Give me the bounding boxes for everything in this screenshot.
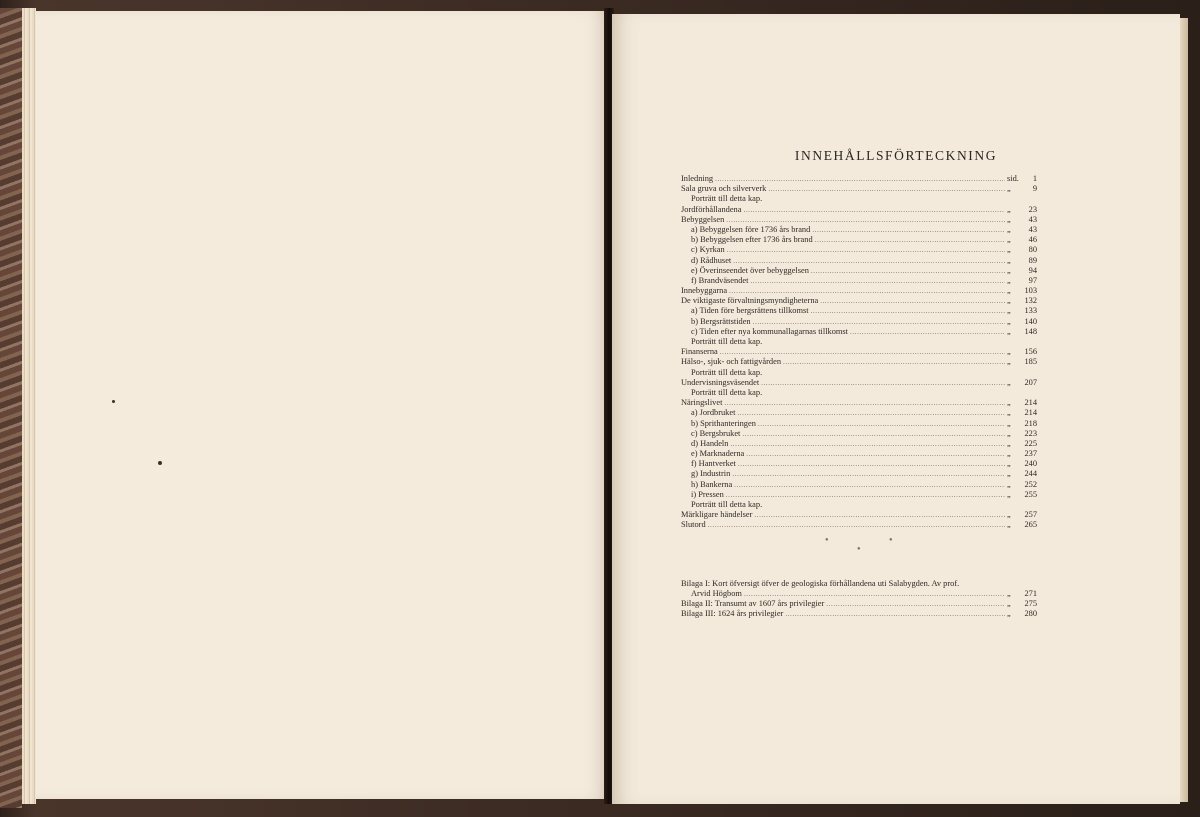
dot-leader — [726, 215, 1005, 225]
toc-entry-page: 255 — [1024, 489, 1037, 499]
dot-leader — [708, 520, 1005, 530]
toc-entry — [681, 520, 1037, 530]
toc-entry-prefix: „ — [1007, 489, 1011, 499]
toc-entry-page: 156 — [1024, 347, 1037, 357]
toc-entry-label: a) Jordbruket — [691, 408, 736, 418]
dot-leader — [785, 609, 1005, 619]
toc-entry-label: Porträtt till detta kap. — [691, 194, 763, 204]
toc-entry-label: Porträtt till detta kap. — [691, 387, 763, 397]
dot-leader — [733, 256, 1005, 266]
toc-entry-prefix: „ — [1007, 316, 1011, 326]
toc-entry-label: Märkligare händelser — [681, 510, 753, 520]
toc-entry-label: i) Pressen — [691, 489, 724, 499]
toc-entry-label: Bilaga II: Transumt av 1607 års privilegier — [681, 598, 825, 608]
dot-leader — [724, 398, 1005, 408]
toc-entry-page: 207 — [1024, 377, 1037, 387]
toc-entry — [681, 368, 1037, 378]
toc-entry-label: Porträtt till detta kap. — [691, 500, 763, 509]
toc-entry-prefix: „ — [1007, 286, 1011, 296]
toc-entry — [681, 510, 1037, 520]
toc-entry-label: c) Kyrkan — [691, 245, 725, 255]
toc-entry-page: 94 — [1028, 265, 1037, 275]
toc-entry — [681, 408, 1037, 418]
toc-entry-prefix: „ — [1007, 449, 1011, 459]
toc-entry-label: Innebyggarna — [681, 286, 728, 296]
toc-entry-label: a) Bebyggelsen före 1736 års brand — [691, 224, 811, 234]
toc-entry — [681, 256, 1037, 266]
toc-entry-label: h) Bankerna — [691, 479, 733, 489]
toc-entry-label: Inledning — [681, 174, 714, 183]
right-page-edge — [1180, 18, 1188, 802]
page-stack-edges — [22, 8, 36, 804]
toc-entry — [681, 225, 1037, 235]
dot-leader — [737, 408, 1005, 418]
dot-leader — [734, 480, 1005, 490]
toc-entry — [681, 286, 1037, 296]
toc-entry-page: 257 — [1024, 510, 1037, 520]
toc-entry-label: Undervisningsväsendet — [681, 377, 760, 387]
toc-entry-prefix: „ — [1007, 275, 1011, 285]
toc-entry — [681, 609, 1037, 619]
section-divider-stars: ● ● ● — [825, 536, 893, 552]
toc-entry — [681, 429, 1037, 439]
dot-leader — [744, 589, 1005, 599]
toc-appendices — [681, 579, 1037, 620]
toc-entry-label: f) Hantverket — [691, 459, 736, 469]
toc-entry-prefix: „ — [1007, 479, 1011, 489]
toc-entry-label: e) Överinseendet över bebyggelsen — [691, 265, 809, 275]
toc-entry-page: 43 — [1028, 214, 1037, 224]
dot-leader — [826, 599, 1005, 609]
dot-leader — [732, 469, 1005, 479]
toc-entry — [681, 469, 1037, 479]
dot-leader — [820, 296, 1005, 306]
toc-entry — [681, 459, 1037, 469]
toc-entry — [681, 347, 1037, 357]
dot-leader — [729, 286, 1005, 296]
toc-entry-label: Porträtt till detta kap. — [691, 337, 763, 346]
toc-entry-prefix: „ — [1007, 204, 1011, 214]
toc-entry — [681, 599, 1037, 609]
toc-entry-page: 185 — [1024, 357, 1037, 367]
toc-entry-prefix: „ — [1007, 408, 1011, 418]
toc-entry-page: 43 — [1028, 224, 1037, 234]
dot-leader — [742, 429, 1005, 439]
dot-leader — [811, 306, 1005, 316]
toc-entry-prefix: „ — [1007, 510, 1011, 520]
toc-entry-label: e) Marknaderna — [691, 449, 745, 459]
toc-entry-page: 275 — [1024, 598, 1037, 608]
toc-entry — [681, 388, 1037, 398]
toc-entry — [681, 337, 1037, 347]
toc-entry-prefix: „ — [1007, 588, 1011, 598]
toc-entry-prefix: „ — [1007, 459, 1011, 469]
dot-leader — [811, 266, 1005, 276]
toc-entry-prefix: „ — [1007, 598, 1011, 608]
toc-entry-prefix: „ — [1007, 245, 1011, 255]
toc-entry-page: 46 — [1028, 235, 1037, 245]
toc-entry-page: 9 — [1032, 184, 1037, 194]
toc-entry-prefix: „ — [1007, 347, 1011, 357]
toc-entry — [681, 419, 1037, 429]
toc-entry-label: De viktigaste förvaltningsmyndigheterna — [681, 296, 819, 306]
toc-entry-page: 133 — [1024, 306, 1037, 316]
toc-entry-label: d) Handeln — [691, 438, 729, 448]
toc-entry-page: 240 — [1024, 459, 1037, 469]
toc-entry-prefix: „ — [1007, 418, 1011, 428]
toc-entry-label: Finanserna — [681, 347, 718, 357]
toc-entry-page: 225 — [1024, 438, 1037, 448]
left-page-blank — [36, 11, 608, 799]
toc-entry-page: 214 — [1024, 408, 1037, 418]
dot-leader — [850, 327, 1005, 337]
toc-entry-label: Näringslivet — [681, 398, 723, 408]
toc-entry-label: Bebyggelsen — [681, 214, 725, 224]
toc-entry-page: 280 — [1024, 609, 1037, 619]
dot-leader — [715, 174, 1005, 184]
toc-entry-page: 214 — [1024, 398, 1037, 408]
toc-entry-label: c) Tiden efter nya kommunallagarnas tillkomst — [691, 326, 849, 336]
toc-entry — [681, 398, 1037, 408]
dot-leader — [730, 439, 1005, 449]
toc-entry — [681, 235, 1037, 245]
toc-entry — [681, 174, 1037, 184]
toc-entry-page: 265 — [1024, 520, 1037, 530]
toc-entry — [681, 589, 1037, 599]
toc-entry-prefix: „ — [1007, 265, 1011, 275]
toc-entry — [681, 327, 1037, 337]
toc-entry-label: b) Sprithanteringen — [691, 418, 756, 428]
toc-entry — [681, 357, 1037, 367]
toc-entry-page: 1 — [1032, 174, 1037, 183]
toc-entry-page: 140 — [1024, 316, 1037, 326]
dot-leader — [726, 490, 1005, 500]
toc-entry — [681, 317, 1037, 327]
dot-leader — [743, 205, 1005, 215]
spacer — [681, 555, 1037, 579]
toc-entry — [681, 276, 1037, 286]
toc-entry-prefix: „ — [1007, 469, 1011, 479]
toc-entry — [681, 490, 1037, 500]
toc-entry-page: 252 — [1024, 479, 1037, 489]
dot-leader — [720, 347, 1005, 357]
paper-speck — [158, 461, 162, 465]
toc-entry-page: 23 — [1028, 204, 1037, 214]
toc-entry-prefix: „ — [1007, 214, 1011, 224]
toc-entry — [681, 266, 1037, 276]
dot-leader — [761, 378, 1005, 388]
toc-entry-prefix: „ — [1007, 306, 1011, 316]
toc-entry — [681, 378, 1037, 388]
toc-entry-prefix: sid. — [1007, 174, 1019, 183]
dot-leader — [753, 317, 1005, 327]
toc-entry-label: b) Bergsrättstiden — [691, 316, 751, 326]
toc-entry — [681, 306, 1037, 316]
toc-entry-label: f) Brandväsendet — [691, 275, 749, 285]
toc-entry — [681, 205, 1037, 215]
toc-entry-page: 237 — [1024, 449, 1037, 459]
table-of-contents — [681, 174, 1037, 619]
paper-speck — [112, 400, 115, 403]
dot-leader — [727, 245, 1005, 255]
toc-entry-label: Arvid Högbom — [691, 588, 742, 598]
dot-leader — [750, 276, 1005, 286]
toc-entry-page: 103 — [1024, 286, 1037, 296]
toc-entry — [681, 194, 1037, 204]
toc-entry-prefix: „ — [1007, 398, 1011, 408]
dot-leader — [768, 184, 1005, 194]
toc-entry-page: 80 — [1028, 245, 1037, 255]
toc-entry-label: a) Tiden före bergsrättens tillkomst — [691, 306, 809, 316]
toc-entry-page: 244 — [1024, 469, 1037, 479]
toc-entry — [681, 184, 1037, 194]
toc-entry — [681, 296, 1037, 306]
toc-entry-prefix: „ — [1007, 326, 1011, 336]
toc-entry — [681, 215, 1037, 225]
dot-leader — [746, 449, 1005, 459]
toc-entry — [681, 480, 1037, 490]
dot-leader — [783, 357, 1005, 367]
toc-entry-page: 132 — [1024, 296, 1037, 306]
dot-leader — [754, 510, 1005, 520]
toc-entry-label: d) Rådhuset — [691, 255, 732, 265]
toc-entry-page: 271 — [1024, 588, 1037, 598]
toc-entry-label: Bilaga III: 1624 års privilegier — [681, 609, 784, 619]
toc-entry — [681, 245, 1037, 255]
toc-entry — [681, 500, 1037, 510]
toc-entry-prefix: „ — [1007, 520, 1011, 530]
toc-title: INNEHÅLLSFÖRTECKNING — [794, 148, 998, 163]
toc-entry-page: 148 — [1024, 326, 1037, 336]
toc-entry-label: Sala gruva och silververk — [681, 184, 767, 194]
toc-entry-prefix: „ — [1007, 184, 1011, 194]
toc-entry-label: c) Bergsbruket — [691, 428, 741, 438]
dot-leader — [815, 235, 1005, 245]
toc-entry-prefix: „ — [1007, 428, 1011, 438]
toc-entry-label: Porträtt till detta kap. — [691, 367, 763, 377]
dot-leader — [758, 419, 1005, 429]
toc-entry-page: 223 — [1024, 428, 1037, 438]
toc-entry-page: 218 — [1024, 418, 1037, 428]
toc-entry-prefix: „ — [1007, 224, 1011, 234]
dot-leader — [812, 225, 1005, 235]
toc-entry-prefix: „ — [1007, 296, 1011, 306]
toc-entry-page: 97 — [1028, 275, 1037, 285]
toc-entry-label: Slutord — [681, 520, 706, 530]
toc-entry-prefix: „ — [1007, 235, 1011, 245]
toc-entry-prefix: „ — [1007, 357, 1011, 367]
toc-entry-label: Hälso-, sjuk- och fattigvården — [681, 357, 782, 367]
toc-entry-page: 89 — [1028, 255, 1037, 265]
toc-entry — [681, 449, 1037, 459]
toc-entry-prefix: „ — [1007, 438, 1011, 448]
toc-entry — [681, 439, 1037, 449]
toc-entry-label: Bilaga I: Kort öfversigt öfver de geologiska förhållandena uti Salabygden. Av prof. — [681, 578, 960, 588]
toc-entry-label: b) Bebyggelsen efter 1736 års brand — [691, 235, 813, 245]
toc-entry-prefix: „ — [1007, 255, 1011, 265]
dot-leader — [738, 459, 1005, 469]
toc-entry-prefix: „ — [1007, 377, 1011, 387]
toc-entries — [681, 174, 1037, 531]
marbled-cover-edge — [0, 8, 22, 808]
toc-entry — [681, 579, 1037, 589]
toc-entry-label: Jordförhållandena — [681, 204, 742, 214]
toc-entry-prefix: „ — [1007, 609, 1011, 619]
toc-entry-label: g) Industrin — [691, 469, 731, 479]
